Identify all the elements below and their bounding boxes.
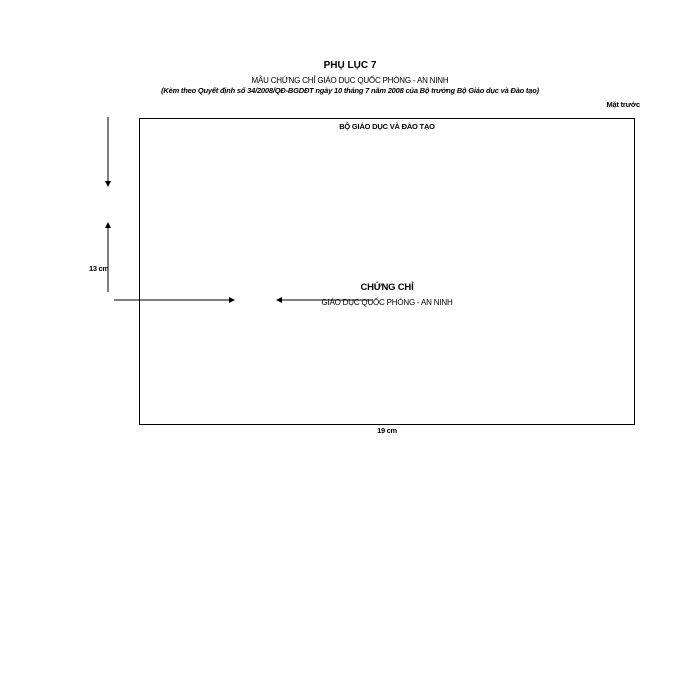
form-subtitle: MẪU CHỨNG CHỈ GIÁO DỤC QUỐC PHÒNG - AN NINH (251, 76, 449, 85)
ministry-name: BỘ GIÁO DỤC VÀ ĐÀO TẠO (339, 122, 435, 131)
appendix-title: PHỤ LỤC 7 (323, 60, 377, 71)
decision-note: (Kèm theo Quyết định số 34/2008/QĐ-BGDĐT ngày 10 tháng 7 năm 2008 của Bộ trưởng Bộ Giáo dục và Đào tạo) (161, 86, 539, 95)
side-label: Mặt trước (606, 100, 640, 109)
certificate-subtitle: GIÁO DỤC QUỐC PHÒNG - AN NINH (321, 298, 453, 307)
width-dimension-label: 19 cm (377, 426, 397, 435)
height-dimension-label: 13 cm (89, 264, 109, 273)
certificate-title: CHỨNG CHỈ (360, 282, 414, 293)
